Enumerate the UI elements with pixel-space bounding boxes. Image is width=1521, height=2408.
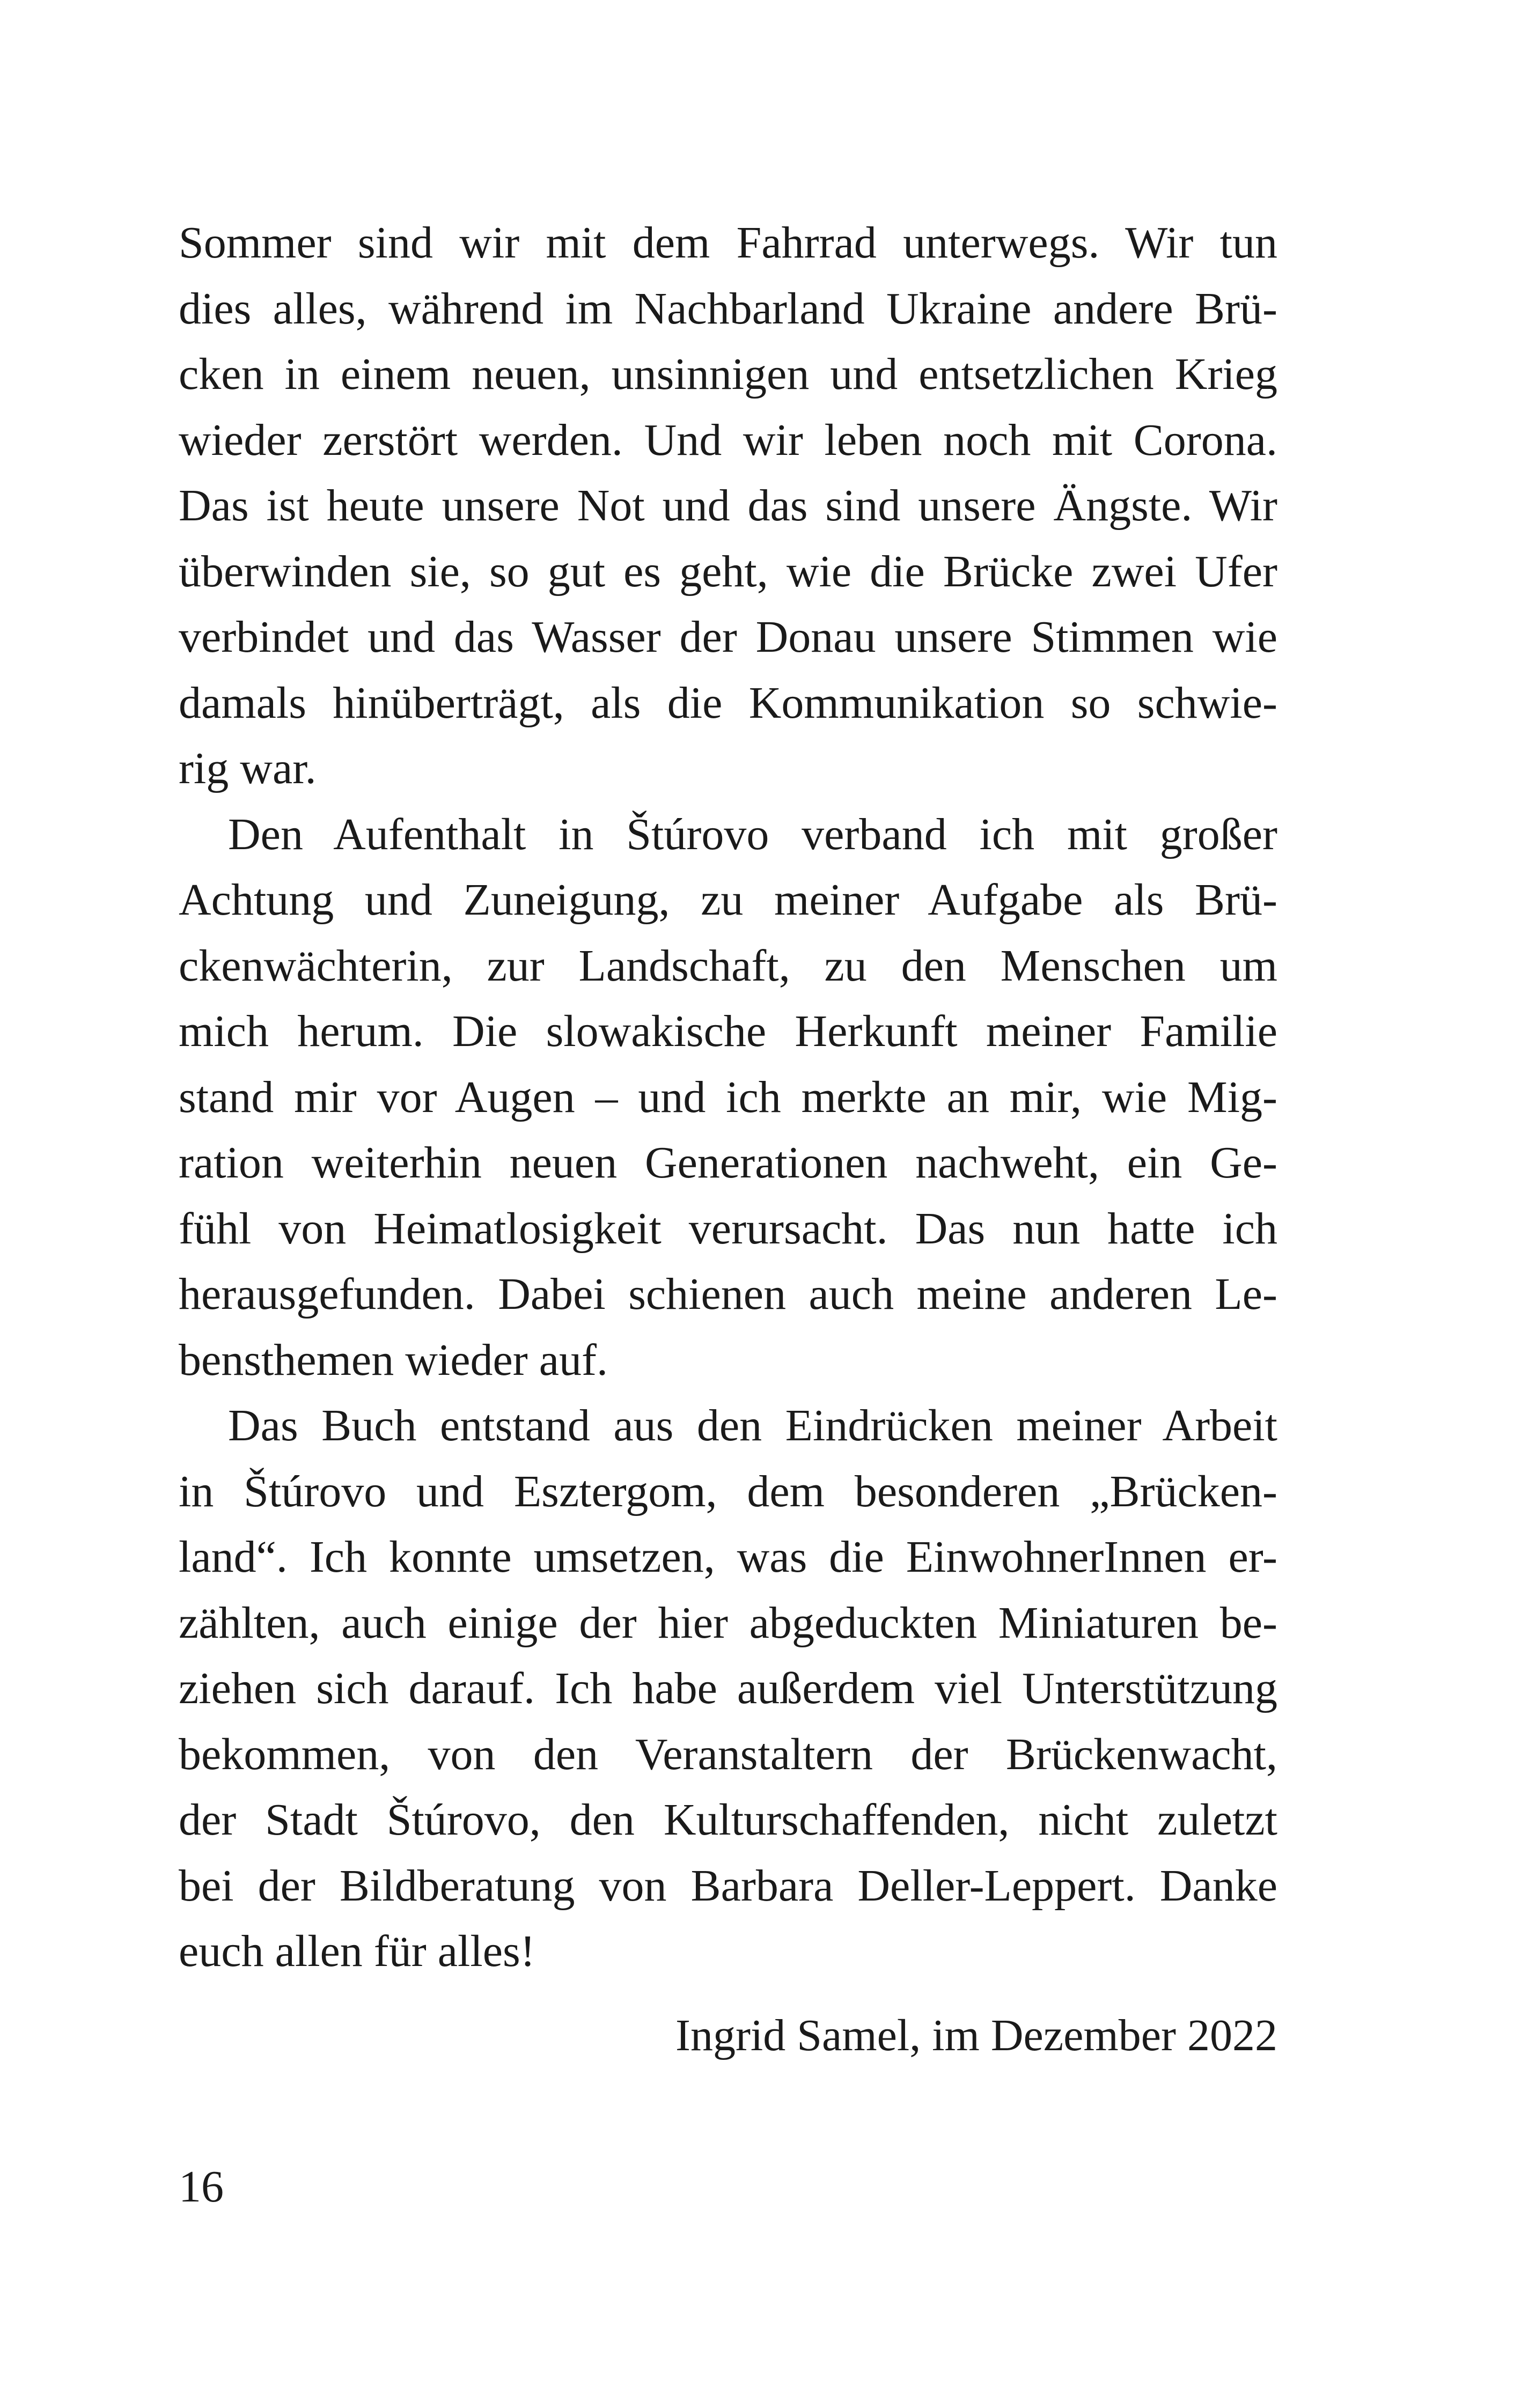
text-line: Das Buch entstand aus den Eindrücken meiner Arbeit — [228, 1401, 1277, 1450]
text-line: cken in einem neuen, unsinnigen und entsetzlichen Krieg — [179, 349, 1277, 399]
text-line: Achtung und Zuneigung, zu meiner Aufgabe als Brü- — [179, 875, 1277, 925]
text-line: dies alles, während im Nachbarland Ukraine andere Brü- — [179, 283, 1277, 334]
text-line: damals hinüberträgt, als die Kommunikation so schwie- — [179, 678, 1277, 728]
text-line: fühl von Heimatlosigkeit verursacht. Das nun hatte ich — [179, 1203, 1277, 1254]
text-line: Das ist heute unsere Not und das sind unsere Ängste. Wir — [179, 481, 1277, 531]
text-line: ziehen sich darauf. Ich habe außerdem viel Unterstützung — [179, 1663, 1277, 1713]
text-line: mich herum. Die slowakische Herkunft meiner Familie — [179, 1006, 1277, 1056]
text-line: überwinden sie, so gut es geht, wie die Brücke zwei Ufer — [179, 546, 1277, 597]
text-line: der Stadt Štúrovo, den Kulturschaffenden, nicht zuletzt — [179, 1795, 1277, 1845]
text-line: herausgefunden. Dabei schienen auch meine anderen Le- — [179, 1269, 1277, 1319]
text-line: bekommen, von den Veranstaltern der Brückenwacht, — [179, 1729, 1277, 1779]
text-line: zählten, auch einige der hier abgeduckten Miniaturen be- — [179, 1597, 1277, 1648]
text-line: bensthemen wieder auf. — [179, 1335, 608, 1385]
text-line: ration weiterhin neuen Generationen nachweht, ein Ge- — [179, 1138, 1277, 1188]
text-line: bei der Bildberatung von Barbara Deller-Leppert. Danke — [179, 1860, 1277, 1911]
text-line: ckenwächterin, zur Landschaft, zu den Menschen um — [179, 940, 1277, 991]
paragraph-3 — [179, 1393, 1277, 1985]
paragraph-1 — [179, 210, 1277, 802]
page-number: 16 — [179, 2162, 224, 2212]
paragraph-2 — [179, 802, 1277, 1394]
text-line: wieder zerstört werden. Und wir leben noch mit Corona. — [179, 415, 1277, 465]
text-line: in Štúrovo und Esztergom, dem besonderen „Brücken- — [179, 1466, 1277, 1516]
text-line: rig war. — [179, 743, 317, 793]
text-line: verbindet und das Wasser der Donau unsere Stimmen wie — [179, 612, 1277, 662]
text-line: land“. Ich konnte umsetzen, was die EinwohnerInnen er- — [179, 1532, 1277, 1582]
text-line: euch allen für alles! — [179, 1926, 535, 1976]
text-line: Den Aufenthalt in Štúrovo verband ich mit großer — [228, 809, 1277, 859]
text-line: Sommer sind wir mit dem Fahrrad unterwegs. Wir tun — [179, 218, 1277, 268]
author-signature: Ingrid Samel, im Dezember 2022 — [675, 2011, 1277, 2060]
text-line: stand mir vor Augen – und ich merkte an mir, wie Mig- — [179, 1072, 1277, 1122]
body-text — [179, 210, 1277, 1985]
